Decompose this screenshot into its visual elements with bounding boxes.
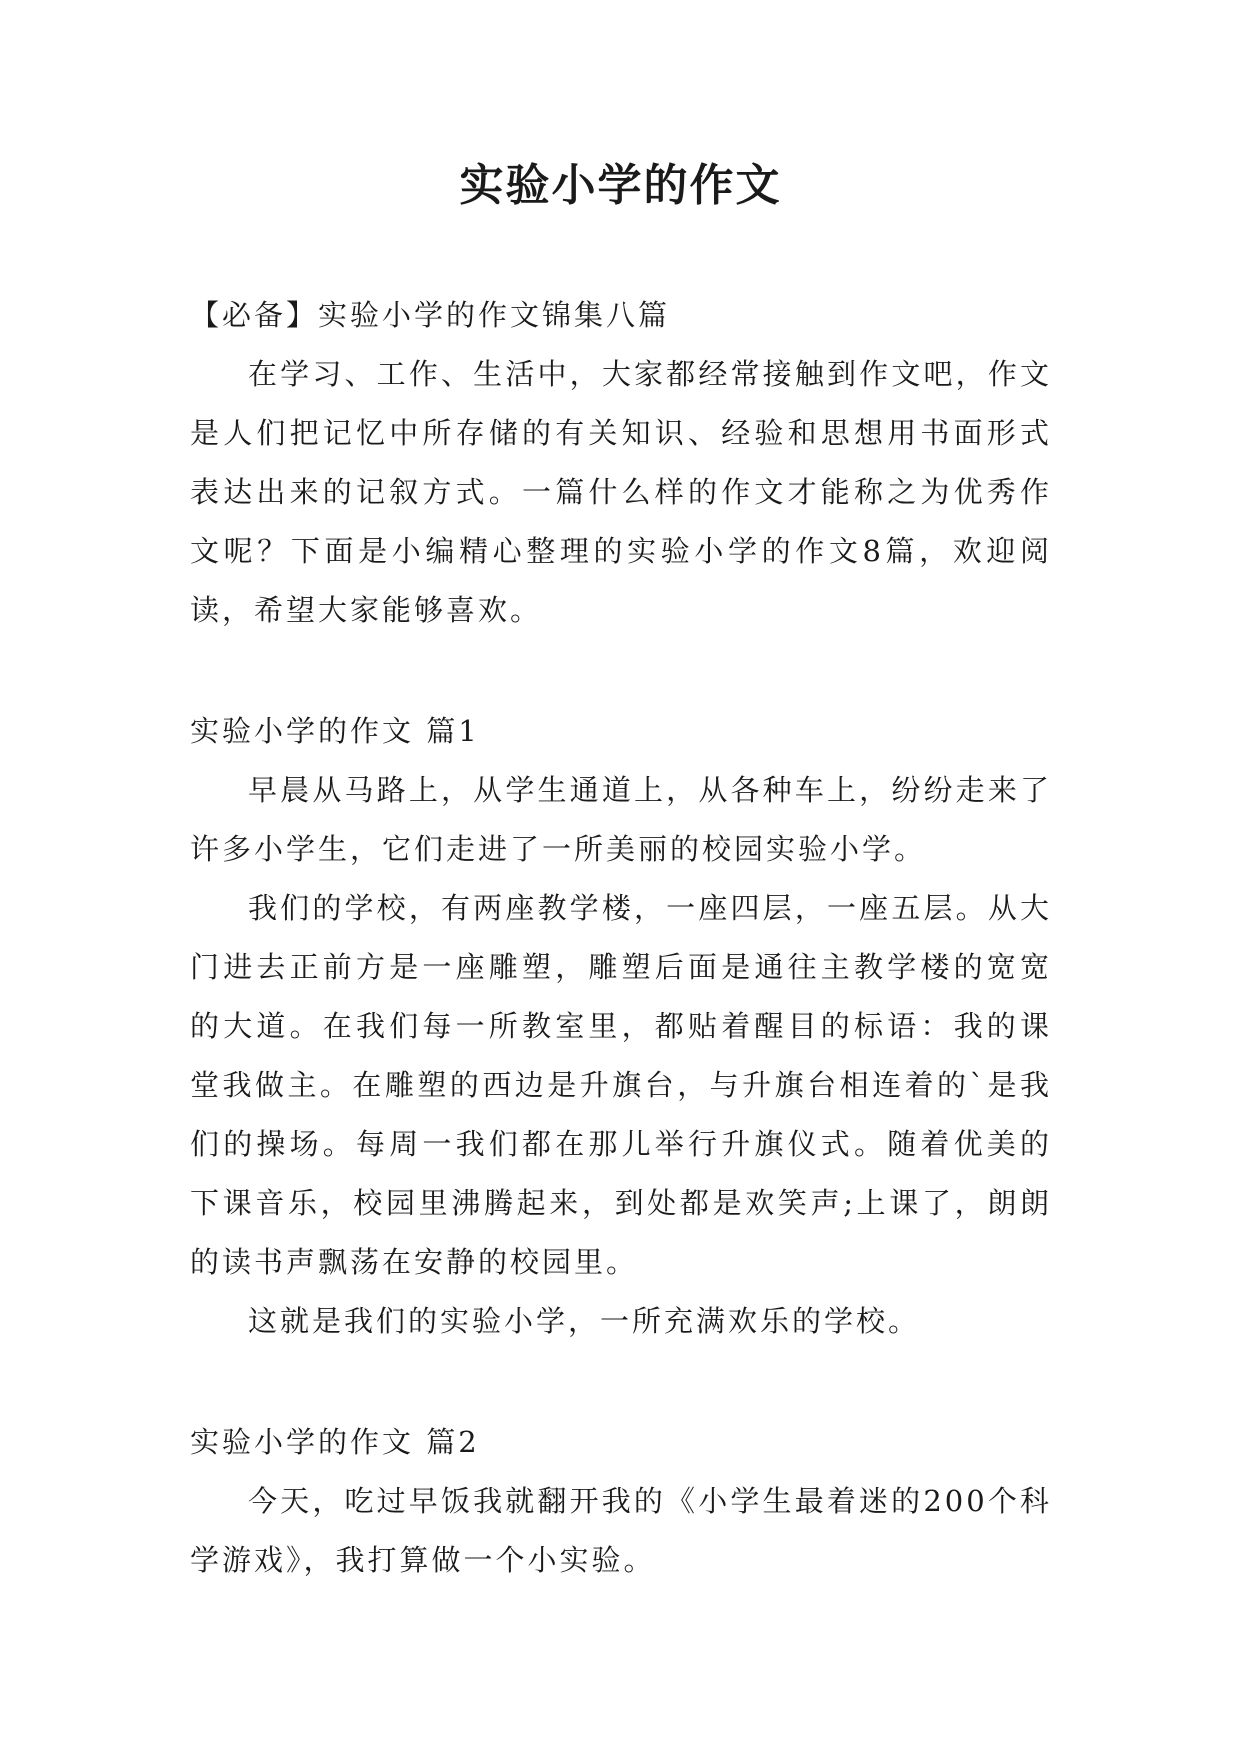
document-title: 实验小学的作文 — [459, 160, 782, 211]
section-paragraph: 早晨从马路上，从学生通道上，从各种车上，纷纷走来了许多小学生，它们走进了一所美丽的校园实验小学。 — [190, 773, 1052, 866]
section-heading: 实验小学的作文 篇2 — [190, 1425, 480, 1459]
document-body — [190, 286, 1052, 1590]
essay-section-2 — [190, 1413, 1052, 1590]
intro-paragraph: 在学习、工作、生活中，大家都经常接触到作文吧，作文是人们把记忆中所存储的有关知识、经验和思想用书面形式表达出来的记叙方式。一篇什么样的作文才能称之为优秀作文呢？下面是小编精心整理的实验小学的作文8篇，欢迎阅读，希望大家能够喜欢。 — [190, 357, 1052, 627]
section-paragraph: 这就是我们的实验小学，一所充满欢乐的学校。 — [248, 1304, 921, 1338]
section-paragraph: 今天，吃过早饭我就翻开我的《小学生最着迷的200个科学游戏》，我打算做一个小实验。 — [190, 1484, 1052, 1577]
document-subtitle: 【必备】实验小学的作文锦集八篇 — [190, 298, 671, 332]
section-paragraph: 我们的学校，有两座教学楼，一座四层，一座五层。从大门进去正前方是一座雕塑，雕塑后面是通往主教学楼的宽宽的大道。在我们每一所教室里，都贴着醒目的标语：我的课堂我做主。在雕塑的西边是升旗台，与升旗台相连着的`是我们的操场。每周一我们都在那儿举行升旗仪式。随着优美的下课音乐，校园里沸腾起来，到处都是欢笑声;上课了，朗朗的读书声飘荡在安静的校园里。 — [190, 891, 1052, 1279]
section-heading: 实验小学的作文 篇1 — [190, 714, 480, 748]
essay-section-1 — [190, 702, 1052, 1351]
